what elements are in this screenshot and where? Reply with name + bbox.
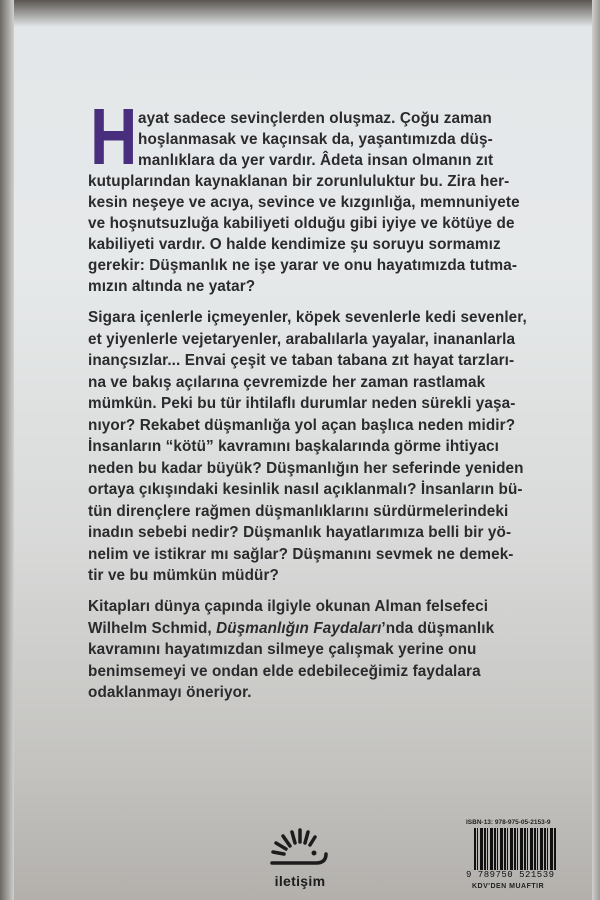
text-line: mızın altında ne yatar? [88, 278, 256, 295]
author-paragraph [88, 596, 528, 704]
text-line: et yiyenlerle vejetaryenler, arabalılarla yayalar, inananlarla [88, 330, 516, 348]
text-line: kabiliyeti vardır. O halde kendimize şu soruyu sormamız [88, 236, 501, 253]
text-line: tün dirençlere rağmen düşmanlıklarını sürdürmelerindeki [88, 502, 509, 520]
tax-note: KDV'DEN MUAFTIR [472, 883, 545, 890]
barcode [474, 828, 556, 870]
text-line: kutuplarından kaynaklanan bir zorunluluktur bu. Zira her- [88, 173, 510, 190]
publisher-name: iletişim [274, 873, 326, 889]
text-line: ortaya çıkışındaki kesinlik nasıl açıklanmalı? İnsanların bü- [88, 481, 523, 498]
hedgehog-icon [268, 824, 332, 868]
text-line: nıyor? Rekabet düşmanlığa yol açan başlıca neden midir? [88, 416, 516, 434]
text-line: Sigara içenlerle içmeyenler, köpek sevenlerle kedi sevenler, [88, 309, 527, 326]
text-line: ve hoşnutsuzluğa kabiliyeti olduğu gibi iyiye ve kötüye de [88, 215, 515, 232]
text-line: İnsanların “kötü” kavramını başkalarında görme ihtiyacı [88, 438, 500, 455]
text-line: tir ve bu mümkün müdür? [88, 567, 279, 584]
text-line: inadın sebebi nedir? Düşmanlık hayatlarımıza belli bir yö- [88, 524, 512, 541]
text-line: gerekir: Düşmanlık ne işe yarar ve onu hayatımızda tutma- [88, 257, 518, 274]
text-line: hoşlanmasak ve kaçınsak da, yaşantımızda düş- [138, 131, 493, 148]
text-line: na ve bakış açılarına çevremizde her zaman rastlamak [88, 373, 486, 391]
text-line: kavramını hayatımızdan silmeye çalışmak yerine onu [88, 641, 477, 658]
text-line: odaklanmayı öneriyor. [88, 684, 252, 701]
intro-paragraph [88, 92, 528, 297]
text-line: manlıklara da yer vardır. Âdeta insan olmanın zıt [138, 152, 494, 169]
text-line: mümkün. Peki bu tür ihtilaflı durumlar neden sürekli yaşa- [88, 395, 516, 412]
isbn-label: ISBN-13: 978-975-05-2153-9 [466, 819, 551, 826]
text-line: Kitapları dünya çapında ilgiyle okunan Alman felsefeci [88, 598, 489, 615]
questions-paragraph [88, 307, 528, 587]
book-title: Düşmanlığın Faydaları [216, 619, 382, 637]
barcode-number: 9 789750 521539 [466, 870, 555, 880]
text-line: benimsemeyi ve ondan elde edebileceğimiz faydalara [88, 662, 481, 680]
text-line: kesin neşeye ve acıya, sevince ve kızgınlığa, memnuniyete [88, 194, 520, 211]
publisher-logo [258, 824, 342, 889]
text-span: ’nda düşmanlık [381, 619, 495, 637]
text-line: ayat sadece sevinçlerden oluşmaz. Çoğu zaman [138, 110, 492, 127]
barcode-block [466, 819, 576, 890]
text-line: inançsızlar... Envai çeşit ve taban tabana zıt hayat tarzları- [88, 352, 515, 369]
text-line: neden bu kadar büyük? Düşmanlığın her seferinde yeniden [88, 459, 524, 477]
drop-cap: H [90, 92, 138, 181]
cover-edge-right [592, 0, 600, 900]
text-line [88, 618, 528, 640]
cover-edge-left [0, 0, 14, 900]
text-line: nelim ve istikrar mı sağlar? Düşmanını sevmek ne demek- [88, 545, 514, 563]
text-span: Wilhelm Schmid, [88, 619, 217, 637]
